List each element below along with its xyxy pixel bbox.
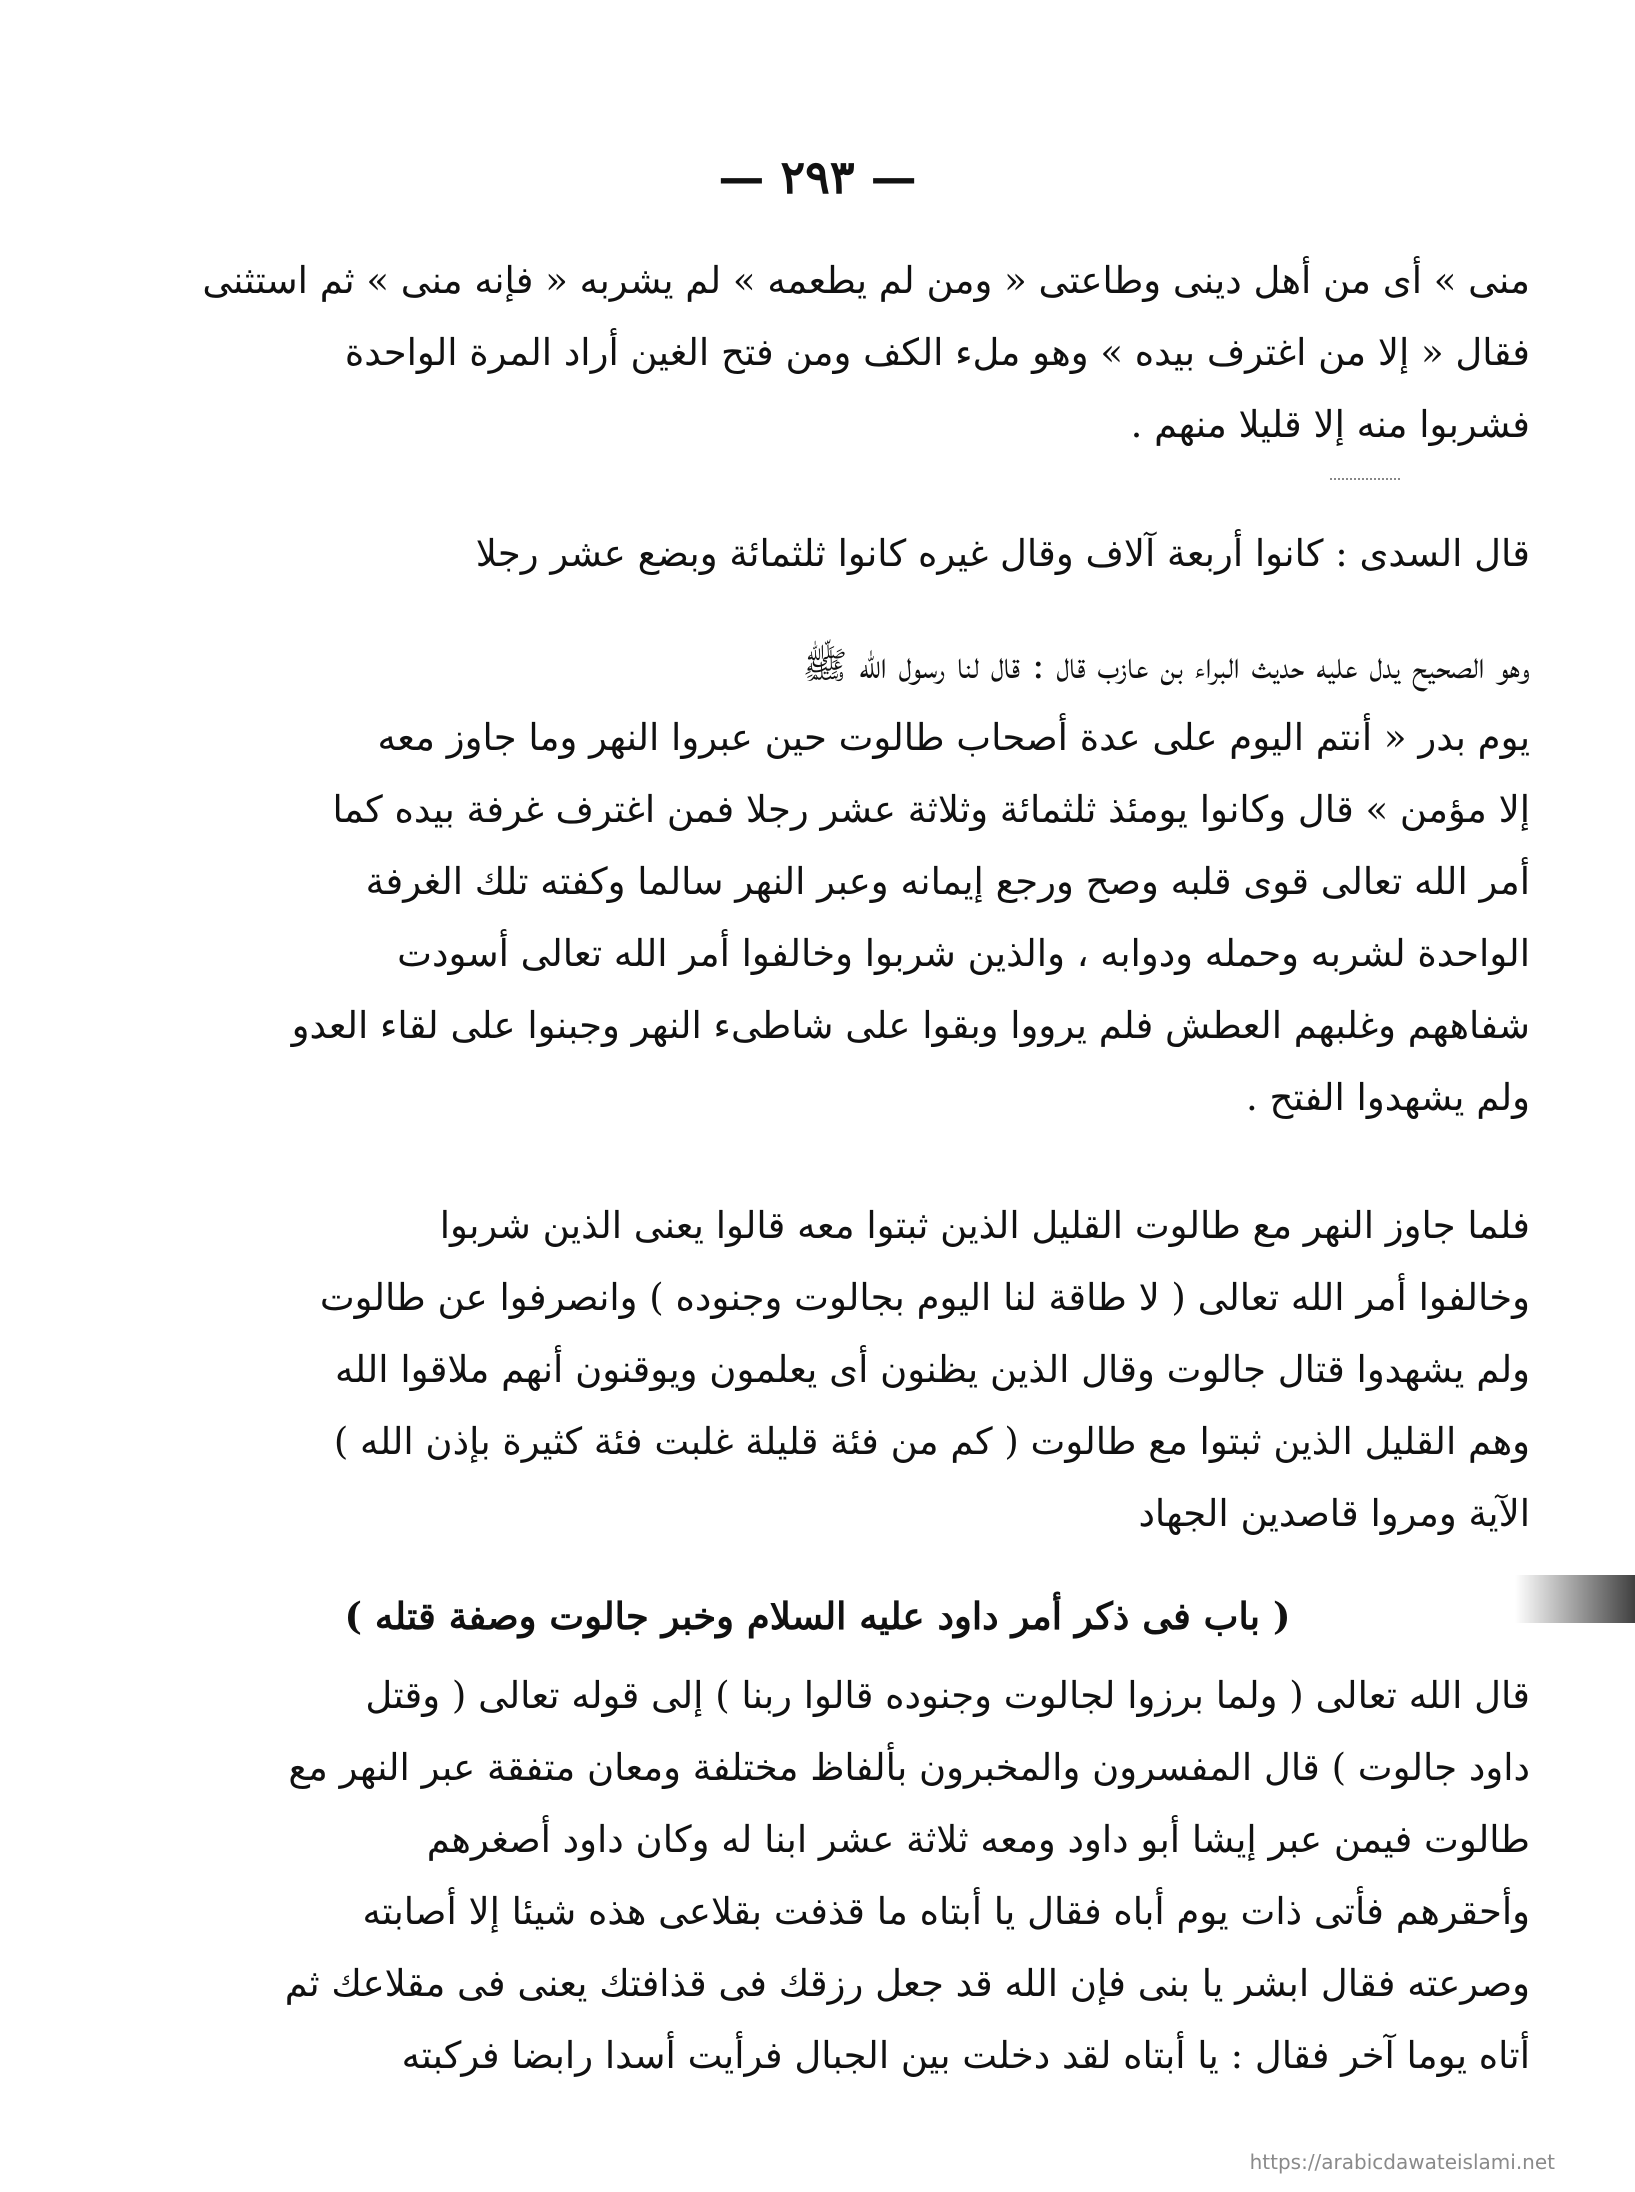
text-line: ولم يشهدوا الفتح . — [1245, 1076, 1530, 1119]
text-line: ولم يشهدوا قتال جالوت وقال الذين يظنون أى يعلمون ويوقنون أنهم ملاقوا الله — [334, 1348, 1530, 1391]
text-line: فقال « إلا من اغترف بيده » وهو ملء الكف ومن فتح الغين أراد المرة الواحدة — [344, 331, 1530, 374]
text-line: طالوت فيمن عبر إيشا أبو داود ومعه ثلاثة عشر ابنا له وكان داود أصغرهم — [426, 1818, 1530, 1861]
text-line: داود جالوت ) قال المفسرون والمخبرون بألفاظ مختلفة ومعان متفقة عبر النهر مع — [288, 1746, 1530, 1789]
paragraph-1 — [105, 245, 1530, 461]
text-line: فلما جاوز النهر مع طالوت القليل الذين ثبتوا معه قالوا يعنى الذين شربوا — [439, 1204, 1530, 1247]
text-line: وخالفوا أمر الله تعالى ( لا طاقة لنا اليوم بجالوت وجنوده ) وانصرفوا عن طالوت — [319, 1276, 1530, 1319]
text-line: قال الله تعالى ( ولما برزوا لجالوت وجنوده قالوا ربنا ) إلى قوله تعالى ( وقتل — [365, 1674, 1530, 1717]
text-line: منى » أى من أهل دينى وطاعتى « ومن لم يطعمه » لم يشربه « فإنه منى » ثم استثنى — [202, 259, 1530, 302]
text-line: قال السدى : كانوا أربعة آلاف وقال غيره كانوا ثلثمائة وبضع عشر رجلا — [475, 532, 1530, 575]
text-line: وصرعته فقال ابشر يا بنى فإن الله قد جعل رزقك فى قذافتك يعنى فى مقلاعك ثم — [284, 1962, 1530, 2005]
scan-mark — [1330, 478, 1400, 492]
text-line: أمر الله تعالى قوى قلبه وصح ورجع إيمانه وعبر النهر سالما وكفته تلك الغرفة — [365, 860, 1530, 903]
text-line: أتاه يوما آخر فقال : يا أبتاه لقد دخلت بين الجبال فرأيت أسدا رابضا فركبته — [401, 2034, 1530, 2077]
paragraph-4 — [105, 1190, 1530, 1550]
text-line: وأحقرهم فأتى ذات يوم أباه فقال يا أبتاه ما قذفت بقلاعى هذه شيئا إلا أصابته — [362, 1890, 1530, 1933]
watermark: https://arabicdawateislami.net — [1249, 2150, 1555, 2174]
paragraph-5 — [105, 1660, 1530, 2092]
paragraph-2 — [105, 518, 1530, 590]
paragraph-3 — [105, 630, 1530, 1134]
text-line: الواحدة لشربه وحمله ودوابه ، والذين شربوا وخالفوا أمر الله تعالى أسودت — [397, 932, 1530, 975]
text-line: وهو الصحيح يدل عليه حديث البراء بن عازب قال : قال لنا رسول الله ﷺ — [802, 644, 1530, 687]
text-line: إلا مؤمن » قال وكانوا يومئذ ثلثمائة وثلاثة عشر رجلا فمن اغترف غرفة بيده كما — [332, 788, 1530, 831]
section-heading: ( باب فى ذكر أمر داود عليه السلام وخبر جالوت وصفة قتله ) — [344, 1594, 1291, 1638]
scan-shadow — [1515, 1575, 1635, 1623]
text-line: فشربوا منه إلا قليلا منهم . — [1130, 403, 1530, 446]
page-number: — ٢٩٣ — — [718, 150, 917, 204]
text-line: وهم القليل الذين ثبتوا مع طالوت ( كم من فئة قليلة غلبت فئة كثيرة بإذن الله ) — [333, 1420, 1530, 1463]
text-line: الآية ومروا قاصدين الجهاد — [1138, 1492, 1530, 1535]
text-line: يوم بدر « أنتم اليوم على عدة أصحاب طالوت حين عبروا النهر وما جاوز معه — [377, 716, 1530, 759]
text-line: شفاههم وغلبهم العطش فلم يرووا وبقوا على شاطىء النهر وجبنوا على لقاء العدو — [291, 1004, 1530, 1047]
